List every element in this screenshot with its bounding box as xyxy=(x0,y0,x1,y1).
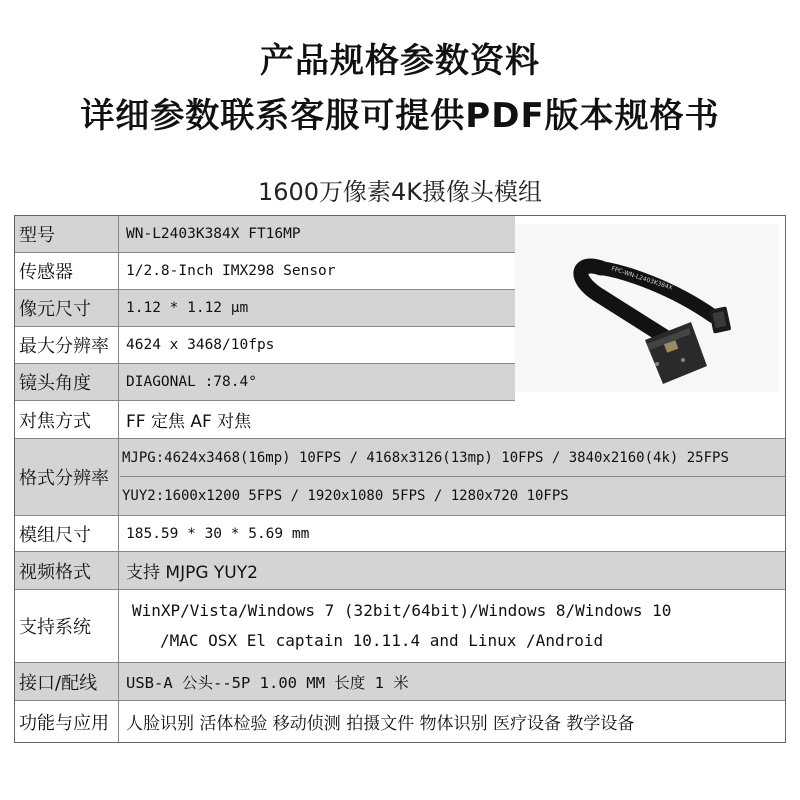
row-maxres xyxy=(15,327,515,364)
label-size: 模组尺寸 xyxy=(15,516,119,551)
spec-table xyxy=(14,215,786,743)
label-focus: 对焦方式 xyxy=(15,401,119,438)
value-os-line2: /MAC OSX El captain 10.11.4 and Linux /Android xyxy=(160,630,604,650)
row-video xyxy=(15,552,785,590)
value-os-line1: WinXP/Vista/Windows 7 (32bit/64bit)/Windows 8/Windows 10 xyxy=(132,600,672,620)
label-video: 视频格式 xyxy=(15,552,119,589)
row-os xyxy=(15,590,785,663)
row-size xyxy=(15,516,785,552)
label-os: 支持系统 xyxy=(15,590,119,662)
label-format: 格式分辨率 xyxy=(15,439,119,515)
label-pixel: 像元尺寸 xyxy=(15,290,119,326)
value-sensor: 1/2.8-Inch IMX298 Sensor xyxy=(126,263,336,279)
value-model: WN-L2403K384X FT16MP xyxy=(126,226,301,242)
product-subtitle: 1600万像素4K摄像头模组 xyxy=(257,178,543,206)
label-fov: 镜头角度 xyxy=(15,364,119,400)
label-model: 型号 xyxy=(15,216,119,252)
row-focus xyxy=(15,401,785,439)
label-sensor: 传感器 xyxy=(15,253,119,289)
cable-printed-text: FPC-WN-L2403K384X xyxy=(610,265,674,292)
label-apps: 功能与应用 xyxy=(15,701,119,742)
row-model xyxy=(15,216,515,253)
row-format xyxy=(15,439,785,516)
label-maxres: 最大分辨率 xyxy=(15,327,119,363)
label-interface: 接口/配线 xyxy=(15,663,119,700)
row-fov xyxy=(15,364,515,401)
row-pixel xyxy=(15,290,515,327)
row-apps xyxy=(15,701,785,742)
title-line-1: 产品规格参数资料 xyxy=(260,41,540,81)
value-pixel: 1.12 * 1.12 μm xyxy=(126,300,249,316)
value-video: 支持 MJPG YUY2 xyxy=(126,563,258,583)
product-photo xyxy=(515,224,779,392)
value-format-mjpg: MJPG:4624x3468(16mp) 10FPS / 4168x3126(13mp) 10FPS / 3840x2160(4k) 25FPS xyxy=(120,439,785,477)
value-interface: USB-A 公头--5P 1.00 MM 长度 1 米 xyxy=(126,673,409,692)
value-format-yuy2: YUY2:1600x1200 5FPS / 1920x1080 5FPS / 1280x720 10FPS xyxy=(122,488,569,504)
value-focus: FF 定焦 AF 对焦 xyxy=(126,412,252,432)
value-fov: DIAGONAL :78.4° xyxy=(126,374,257,390)
value-size: 185.59 * 30 * 5.69 mm xyxy=(126,525,310,542)
value-maxres: 4624 x 3468/10fps xyxy=(126,337,275,353)
value-apps: 人脸识别 活体检验 移动侦测 拍摄文件 物体识别 医疗设备 教学设备 xyxy=(126,714,635,734)
row-interface xyxy=(15,663,785,701)
row-sensor xyxy=(15,253,515,290)
title-line-2: 详细参数联系客服可提供PDF版本规格书 xyxy=(80,96,720,136)
